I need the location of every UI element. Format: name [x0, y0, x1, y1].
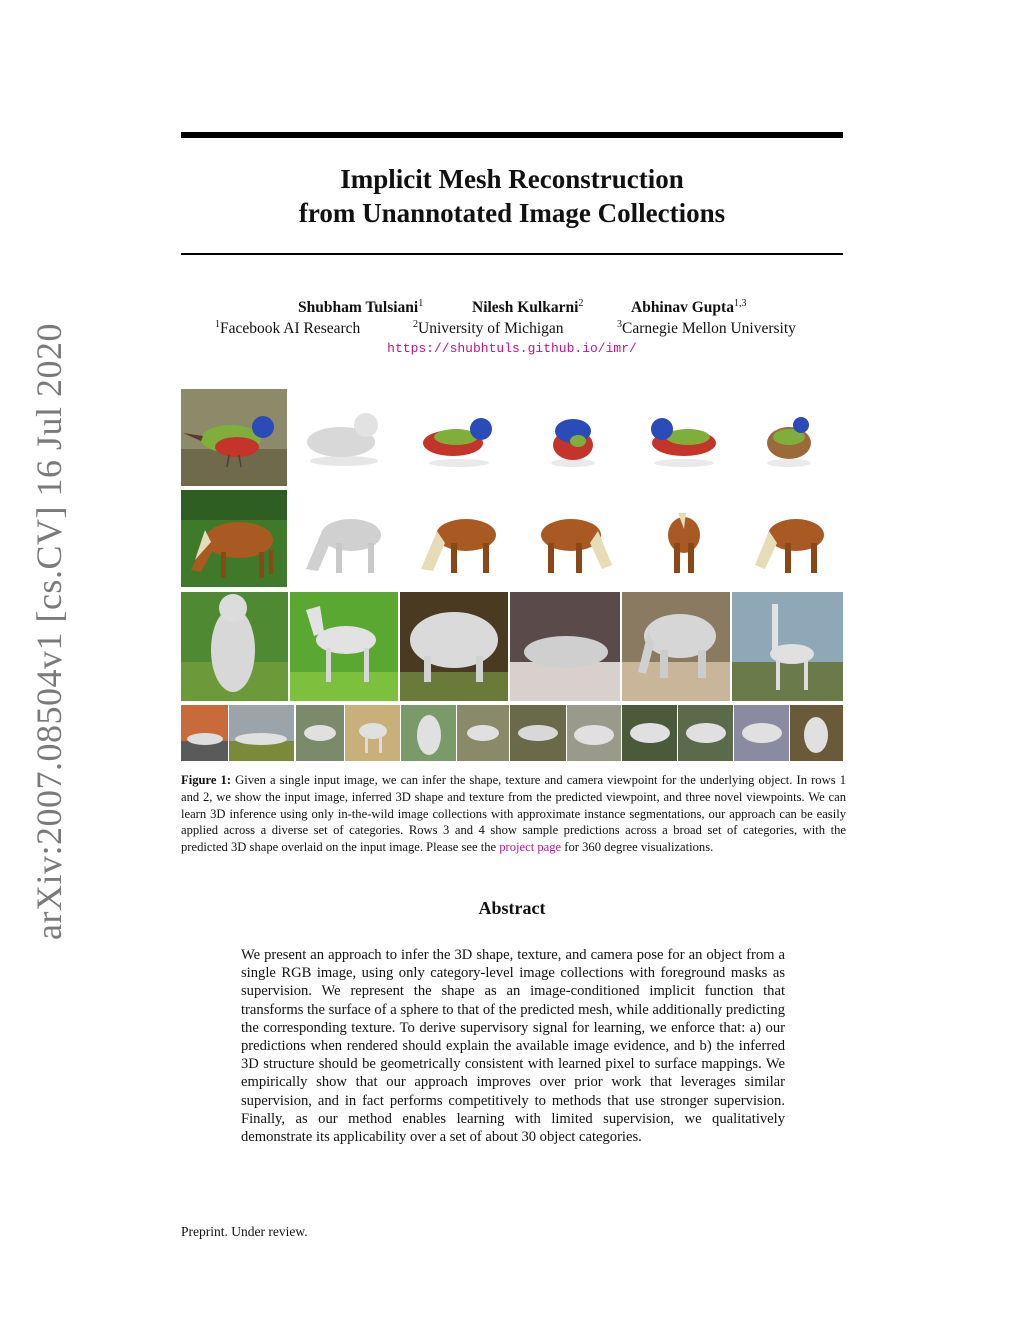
arxiv-stamp: arXiv:2007.08504v1 [cs.CV] 16 Jul 2020: [29, 323, 69, 940]
horse-textured-view-1: [411, 499, 506, 584]
author-2-sup: 2: [578, 298, 584, 309]
paper-title: [181, 162, 843, 230]
animal-overlay-7: [790, 705, 843, 761]
affiliation-2-sup: 2: [413, 319, 418, 330]
animal-overlay-3: [457, 705, 509, 761]
affiliation-3-sup: 3: [617, 319, 622, 330]
animal-overlay-2: [401, 705, 456, 761]
title-line-2: from Unannotated Image Collections: [298, 198, 726, 228]
camel-overlay: [345, 705, 400, 761]
bird-input-photo: [181, 389, 287, 486]
author-3-name: Abhinav Gupta: [631, 299, 734, 317]
horse-textured-view-4: [741, 499, 836, 584]
author-2-name: Nilesh Kulkarni: [472, 299, 579, 317]
project-page-link[interactable]: project page: [499, 840, 562, 855]
affiliations: [181, 319, 843, 339]
author-names: [181, 298, 843, 318]
affiliation-1-name: Facebook AI Research: [220, 320, 361, 338]
horse-input-photo: [181, 490, 287, 587]
affiliation-1-sup: 1: [215, 319, 220, 330]
project-url-link[interactable]: https://shubhtuls.github.io/imr/: [387, 341, 637, 356]
title-line-1: Implicit Mesh Reconstruction: [340, 164, 684, 194]
footer-note: Preprint. Under review.: [181, 1224, 308, 1239]
author-1-name: Shubham Tulsiani: [298, 299, 419, 317]
author-3: [631, 298, 746, 317]
horse-inferred-shape: [296, 499, 391, 584]
title-rule-top: [181, 132, 843, 138]
affiliation-3: [617, 319, 796, 338]
animal-overlay-5: [678, 705, 733, 761]
hippo-overlay: [510, 592, 620, 701]
abstract-heading: Abstract: [478, 898, 546, 918]
bird-textured-view-4: [741, 397, 836, 477]
giraffe-overlay: [732, 592, 843, 701]
horse-textured-view-3: [636, 499, 731, 584]
bird-inferred-shape: [296, 397, 391, 477]
author-1-sup: 1: [418, 298, 424, 309]
bird-textured-view-3: [636, 397, 731, 477]
figure-label: Figure 1:: [181, 773, 232, 787]
author-3-sup: 1,3: [733, 298, 747, 309]
rhino-overlay: [567, 705, 621, 761]
bear-overlay: [181, 592, 288, 701]
author-1: [298, 298, 423, 317]
cow-overlay: [622, 705, 677, 761]
abstract-body: We present an approach to infer the 3D shape, texture, and camera pose for an object from a single RGB image, using only category-level image collections with foreground masks as supervision. We represent the shape as an image-conditioned implicit function that transforms the surface of a sphere to that of the predicted mesh, while additionally predicting the corresponding texture. To derive supervisory signal for learning, we enforce that: a) our predictions when rendered should explain the available image evidence, and b) the inferred 3D structure should be geometrically consistent with learned pixel to surface mappings. We empirically show that our approach improves over prior work that leverages similar supervision, and in fact performs competitively to methods that use stronger supervision. Finally, as our method enables learning with limited supervision, we qualitatively demonstrate its applicability over a set of about 30 object categories.: [241, 947, 785, 1146]
caption-text-2: for 360 degree visualizations.: [561, 840, 714, 855]
car-overlay-2: [229, 705, 294, 761]
animal-overlay-1: [296, 705, 344, 761]
affiliation-3-name: Carnegie Mellon University: [622, 320, 796, 338]
animal-overlay-4: [510, 705, 566, 761]
caption-text-1: Given a single input image, we can infer the shape, texture and camera viewpoint for the underlying object. In rows 1 and 2, we show the input image, inferred 3D shape and texture from the predicted viewpoint, and three novel viewpoints. We can learn 3D inference using only in-the-wild image collections with approximate instance segmentations, our approach can be easily applied across a diverse set of categories. Rows 3 and 4 show sample predictions across a broad set of categories, with the predicted 3D shape overlaid on the input image. Please see the: [181, 773, 846, 855]
affiliation-1: [215, 319, 360, 338]
bird-textured-view-2: [526, 397, 621, 477]
animal-overlay-6: [734, 705, 789, 761]
title-rule-bottom: [181, 253, 843, 255]
elephant-overlay: [622, 592, 730, 701]
bison-overlay: [400, 592, 508, 701]
figure-caption: [181, 772, 846, 856]
horse-textured-view-2: [526, 499, 621, 584]
affiliation-2-name: University of Michigan: [418, 320, 564, 338]
car-overlay-small: [181, 705, 228, 761]
figure-1: [181, 389, 843, 761]
affiliation-2: [413, 319, 564, 338]
author-2: [472, 298, 583, 317]
horse-overlay: [290, 592, 398, 701]
bird-textured-view-1: [411, 397, 506, 477]
